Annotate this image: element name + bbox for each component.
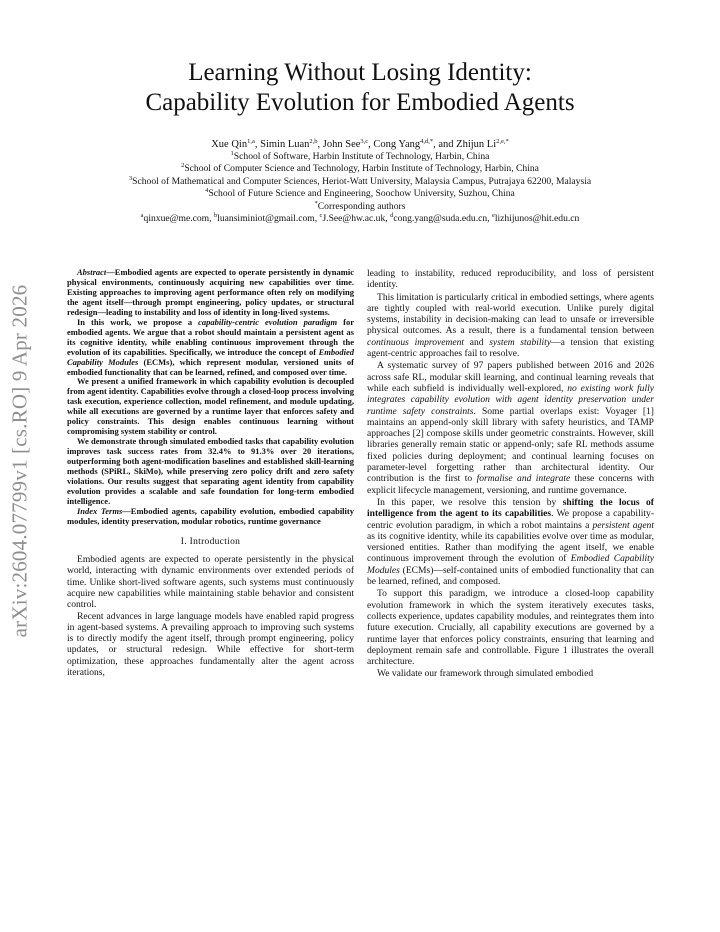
affiliation-text: Corresponding authors	[317, 200, 406, 212]
abstract-text: —Embodied agents are expected to operate persistently in dynamic physical environments, continuously acquiring new capabilities over time. Existing approaches to improving agent performance often rely on modifying the agent itself—through prompt engineering, policy updates, or structural redesign—leading to instability and loss of identity in long-lived systems.	[67, 267, 354, 317]
email-sup: d	[390, 212, 394, 220]
abstract-text: (ECMs), which represent modular, versioned units of embodied functionality that can be learned, refined, and composed over time.	[67, 356, 355, 377]
body-text: A systematic survey of 97 papers published between 2016 and 2026 across safe RL, modular skill learning, and continual learning reveals that while each subfield is individually well-explored,	[367, 360, 654, 394]
author-sup: 4,d,*	[420, 138, 434, 145]
author-name: Xue Qin	[211, 139, 248, 150]
title-line-2: Capability Evolution for Embodied Agents	[145, 89, 575, 116]
abstract-emphasis: capability-centric evolution paradigm	[198, 316, 338, 327]
email-list	[40, 213, 680, 225]
affiliation	[40, 163, 680, 175]
abstract-label: Abstract	[77, 267, 107, 277]
body-text: In this paper, we resolve this tension by	[377, 496, 563, 508]
body-paragraph	[367, 292, 654, 360]
body-emphasis: continuous improvement	[367, 336, 465, 348]
left-column	[67, 268, 354, 678]
author-list: Xue Qin$^{1,a}$, Simin Luan$^{2,b}$, John See$^{3,c}$, Cong Yang$^{4,d,*}$, and Zhijun $Li^{2,e,*}$	[211, 138, 509, 150]
body-text: these concerns with explicit lifecycle management, versioning, and runtime governance.	[367, 473, 654, 496]
index-terms-text: —Embodied agents, capability evolution, embodied capability modules, identity preservation, modular robotics, runtime governance	[67, 505, 354, 526]
email: luansiminiot@gmail.com,	[217, 213, 318, 225]
body-text: . We propose a capability-centric evolution paradigm, in which a robot maintains a	[367, 508, 654, 531]
body-bold: shifting the locus of intelligence from the agent to its capabilities	[367, 496, 654, 520]
abstract	[67, 268, 354, 527]
email: J.See@hw.ac.uk,	[322, 213, 388, 225]
affiliation	[40, 176, 680, 188]
abstract-paragraph	[67, 268, 354, 318]
abstract-text: In this work, we propose a	[77, 316, 199, 327]
title-line-1: Learning Without Losing Identity:	[188, 59, 532, 86]
affiliation	[40, 151, 680, 163]
author-sup: 2,e,*	[496, 138, 509, 145]
body-paragraph	[367, 360, 654, 496]
email: qinxue@me.com,	[143, 213, 212, 225]
right-column	[367, 268, 654, 681]
author-name: John See	[322, 139, 361, 150]
email-sup: e	[491, 212, 495, 220]
author-sup: 1,a	[247, 138, 255, 145]
affiliation	[40, 201, 680, 213]
affiliation-sup: 4	[205, 187, 209, 195]
arxiv-watermark	[2, 262, 38, 660]
affiliation-text: School of Computer Science and Technology, Harbin Institute of Technology, Harbin, China	[184, 163, 539, 175]
body-text: —a tension that existing agent-centric approaches fail to resolve.	[367, 336, 654, 360]
body-paragraph: leading to instability, reduced reproducibility, and loss of persistent identity.	[367, 268, 654, 291]
body-emphasis: formalise and integrate	[476, 473, 571, 485]
body-emphasis: no existing work fully integrates capability evolution with agent identity preservation under runtime safety constraints	[367, 382, 654, 417]
affiliation-list	[40, 151, 680, 225]
body-text: This limitation is particularly critical in embodied settings, where agents are tightly coupled with real-world execution. Unlike purely digital systems, instability in decision-making can lead to unsafe or irreversible physical outcomes. As a result, there is a fundamental tension between	[367, 291, 654, 337]
affiliation-sup: 3	[128, 174, 133, 182]
author-sup: 2,b	[309, 138, 318, 145]
body-text: as its cognitive identity, while its capabilities evolve over time as modular, versioned entities. Rather than modifying the agent itself, we enable continuous improvement through the evolution of	[367, 530, 654, 565]
body-paragraph: To support this paradigm, we introduce a closed-loop capability evolution framework in which the system iteratively executes tasks, collects experience, updates capability modules, and reintegrates them into future execution. Crucially, all capability executions are governed by a runtime layer that enforces policy constraints, ensuring that learning and deployment remain safe and controllable. Figure 1 illustrates the overall architecture.	[367, 588, 654, 668]
email-sup: c	[319, 212, 323, 220]
body-emphasis: system stability	[489, 336, 552, 348]
author-sup: 3,c	[360, 138, 369, 145]
body-text: . Some partial overlaps exist: Voyager [1] maintains an append-only skill library with safety heuristics, and TAMP approaches [2] compose skills under geometric constraints. However, skill libraries generally remain static or append-only; safe RL methods assume fixed policies during deployment; and continual learning focuses on parameter-level forgetting rather than architectural identity. Our contribution is the first to	[367, 405, 654, 485]
affiliation-sup: *	[314, 199, 318, 207]
body-paragraph: Recent advances in large language models have enabled rapid progress in agent-based systems. A prevailing approach to improving such systems is to directly modify the agent itself, through prompt engineering, policy updates, or structural redesign. While effective for short-term optimization, these approaches fundamentally alter the agent across iterations,	[67, 610, 354, 679]
body-paragraph: Embodied agents are expected to operate persistently in the physical world, interacting with dynamic environments over extended periods of time. Unlike short-lived software agents, such systems must continuously acquire new capabilities while maintaining stable behavior and consistent control.	[67, 554, 354, 611]
affiliation	[40, 188, 680, 200]
body-emphasis: persistent agent	[592, 519, 654, 531]
email-sup: b	[213, 212, 218, 220]
email-sup: a	[140, 212, 144, 220]
email: lizhijunos@hit.edu.cn	[494, 213, 580, 225]
body-text: (ECMs)—self-contained units of embodied functionality that can be learned, refined, and composed.	[367, 564, 654, 588]
abstract-paragraph	[67, 318, 354, 378]
paper-header	[40, 58, 680, 225]
affiliation-text: School of Future Science and Engineering, Soochow University, Suzhou, China	[208, 188, 515, 200]
index-terms	[67, 507, 354, 527]
affiliation-sup: 1	[230, 150, 234, 157]
abstract-text: for embodied agents. We argue that a robot should maintain a persistent agent as its cognitive identity, while enabling continuous improvement through the evolution of its capabilities. Specifically, we introduce the concept of	[67, 316, 355, 357]
paper-title	[40, 58, 680, 118]
abstract-emphasis: Embodied Capability Modules	[67, 346, 354, 367]
affiliation-text: School of Software, Harbin Institute of Technology, Harbin, China	[233, 151, 490, 162]
author-name: Cong Yang	[373, 139, 421, 150]
affiliation-sup: 2	[181, 162, 185, 170]
arxiv-id: arXiv:2604.07799v1 [cs.RO] 9 Apr 2026	[7, 284, 32, 638]
author-name: Simin Luan	[260, 139, 310, 150]
body-paragraph: We validate our framework through simulated embodied	[377, 668, 594, 680]
index-terms-label: Index Terms	[77, 505, 123, 516]
body-text: and	[464, 336, 490, 348]
email: cong.yang@suda.edu.cn,	[393, 213, 490, 225]
section-heading: I. Introduction	[180, 536, 241, 547]
body-emphasis: Embodied Capability Modules	[367, 553, 655, 576]
abstract-paragraph: We present a unified framework in which capability evolution is decoupled from agent identity. Capabilities evolve through a closed-loop process involving task execution, experience collection, model refinement, and module updating, while all executions are governed by a runtime layer that enforces safety and policy constraints. This design enables continuous learning without compromising system stability or control.	[67, 376, 354, 437]
author-name: Zhijun Li	[456, 139, 497, 150]
abstract-paragraph: We demonstrate through simulated embodied tasks that capability evolution improves task success rates from 32.4% to 91.3% over 20 iterations, outperforming both agent-modification baselines and established skill-learning methods (SPiRL, SkiMo), while preserving zero policy drift and zero safety violations. Our results suggest that separating agent identity from capability evolution provides a scalable and safe foundation for long-term embodied intelligence.	[67, 436, 354, 506]
affiliation-text: School of Mathematical and Computer Sciences, Heriot-Watt University, Malaysia Campus, Putrajaya 62200, Malaysia	[132, 175, 592, 187]
body-paragraph	[367, 497, 654, 587]
